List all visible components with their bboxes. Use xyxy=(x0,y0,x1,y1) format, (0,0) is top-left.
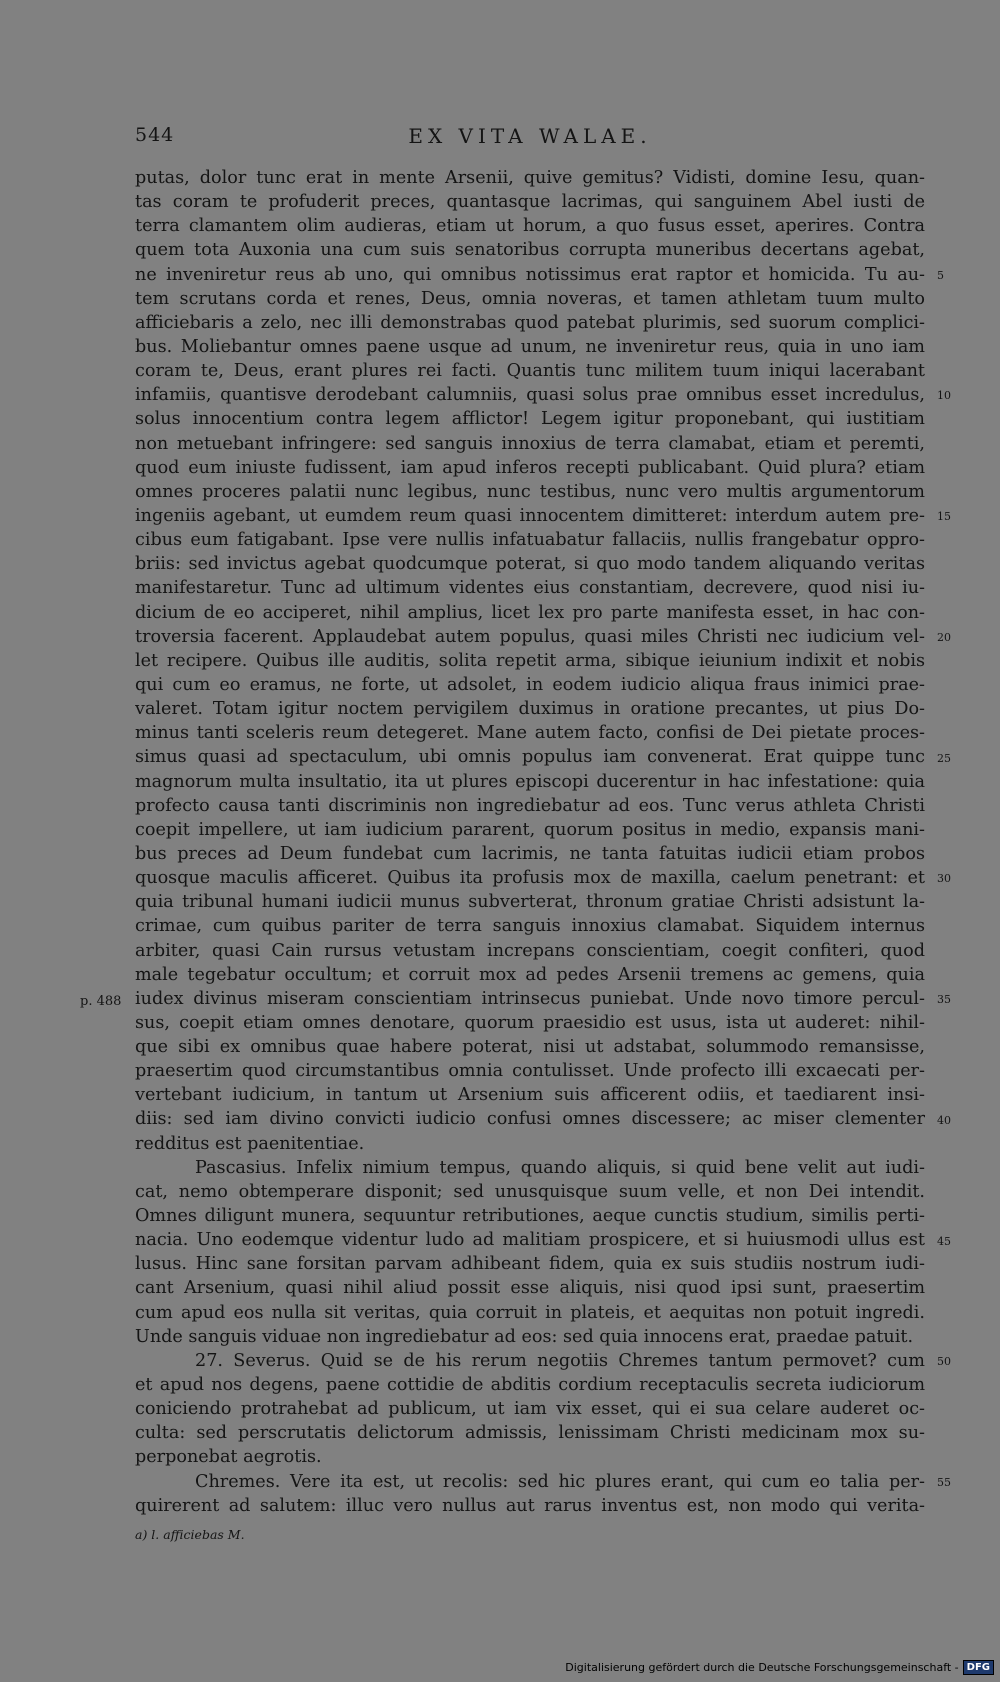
text-line: nacia. Uno eodemque videntur ludo ad malitiam prospicere, et si huiusmodi ullus est xyxy=(135,1230,925,1251)
line-number: 5 xyxy=(937,268,944,282)
line-number: 55 xyxy=(937,1476,951,1490)
text-line: ingeniis agebant, ut eumdem reum quasi innocentem dimitteret: interdum autem pre- xyxy=(135,505,925,526)
text-line: quia tribunal humani iudicii munus subverterat, thronum gratiae Christi adsistunt la- xyxy=(135,892,925,913)
text-line: non metuebant infringere: sed sanguis innoxius de terra clamabat, etiam et peremti, xyxy=(135,433,925,454)
text-line: male tegebatur occultum; et corruit mox ad pedes Arsenii tremens ac gemens, quia xyxy=(135,964,925,985)
text-line: dicium de eo acciperet, nihil amplius, licet lex pro parte manifesta esset, in hac con- xyxy=(135,602,925,623)
text-line: infamiis, quantisve derodebant calumniis, quasi solus prae omnibus esset incredulus, xyxy=(135,385,925,406)
dfg-logo: DFG xyxy=(963,1660,994,1675)
text-line: praesertim quod circumstantibus omnia contulisset. Unde profecto illi excaecati per- xyxy=(135,1061,925,1082)
text-line: putas, dolor tunc erat in mente Arsenii, quive gemitus? Vidisti, domine Iesu, quan- xyxy=(135,168,925,188)
line-number: 20 xyxy=(937,630,951,644)
text-line: Pascasius. Infelix nimium tempus, quando aliquis, si quid bene velit aut iudi- xyxy=(195,1157,925,1178)
text-line: bus. Moliebantur omnes paene usque ad unum, ne inveniretur reus, quia in uno iam xyxy=(135,336,925,357)
text-line: omnes proceres palatii nunc legibus, nunc testibus, nunc vero multis argumentorum xyxy=(135,481,925,502)
text-line: let recipere. Quibus ille auditis, solita repetit arma, sibique ieiunium indixit et nobis xyxy=(135,650,925,671)
text-line: Omnes diligunt munera, sequuntur retributiones, aeque cunctis studium, similis perti- xyxy=(135,1206,925,1227)
main-text xyxy=(135,166,925,1518)
line-number: 35 xyxy=(937,993,951,1007)
text-line: briis: sed invictus agebat quodcumque poterat, si quo modo tandem aliquando veritas xyxy=(135,554,925,575)
text-line: 27. Severus. Quid se de his rerum negotiis Chremes tantum permovet? cum xyxy=(195,1350,925,1371)
text-line: lusus. Hinc sane forsitan parvam adhibeant fidem, quia ex suis studiis nostrum iudi- xyxy=(135,1254,925,1275)
text-line: et apud nos degens, paene cottidie de abditis cordium receptaculis secreta iudiciorum xyxy=(135,1375,925,1396)
text-line: perponebat aegrotis. xyxy=(135,1447,322,1468)
text-line: magnorum multa insultatio, ita ut plures episcopi ducerentur in hac infestatione: quia xyxy=(135,771,925,792)
text-line: culta: sed perscrutatis delictorum admissis, lenissimam Christi medicinam mox su- xyxy=(135,1423,925,1444)
text-line: quod eum iniuste fudissent, iam apud inferos recepti publicabant. Quid plura? etiam xyxy=(135,457,925,478)
text-line: valeret. Totam igitur noctem pervigilem duximus in oratione precantes, ut pius Do- xyxy=(135,699,925,720)
text-line: bus preces ad Deum fundebat cum lacrimis, ne tanta fatuitas iudicii etiam probos xyxy=(135,843,925,864)
line-number: 50 xyxy=(937,1355,951,1369)
text-line: afficiebaris a zelo, nec illi demonstrabas quod patebat plurimis, sed suorum complici- xyxy=(135,312,925,333)
text-line: coepit impellere, ut iam iudicium pararent, quorum positus in medio, expansis mani- xyxy=(135,819,925,840)
text-line: terra clamantem olim audieras, etiam ut horum, a quo fusus esset, aperires. Contra xyxy=(135,216,925,237)
page-header xyxy=(135,124,925,152)
line-number: 45 xyxy=(937,1234,951,1248)
text-line: qui cum eo eramus, ne forte, ut adsolet, in eodem iudicio aliqua fraus inimici prae- xyxy=(135,674,925,695)
line-number: 15 xyxy=(937,510,951,524)
line-number: 30 xyxy=(937,872,951,886)
digitization-footer xyxy=(565,1658,994,1676)
margin-page-reference: p. 488 xyxy=(80,994,122,1009)
text-line: solus innocentium contra legem afflictor! Legem igitur proponebant, qui iustitiam xyxy=(135,409,925,430)
text-line: Unde sanguis viduae non ingrediebatur ad eos: sed quia innocens erat, praedae patuit. xyxy=(135,1326,914,1347)
text-line: quirerent ad salutem: illuc vero nullus aut rarus inventus est, non modo qui verita- xyxy=(135,1495,925,1516)
text-line: quem tota Auxonia una cum suis senatoribus corrupta muneribus decertans agebat, xyxy=(135,240,925,261)
text-line: simus quasi ad spectaculum, ubi omnis populus iam convenerat. Erat quippe tunc xyxy=(135,747,925,768)
text-line: manifestaretur. Tunc ad ultimum videntes eius constantiam, decrevere, quod nisi iu- xyxy=(135,578,925,599)
line-number: 10 xyxy=(937,389,951,403)
text-line: crimae, cum quibus pariter de terra sanguis innoxius clamabat. Siquidem internus xyxy=(135,916,925,937)
text-line: que sibi ex omnibus quae habere poterat, nisi ut adstabat, solummodo remansisse, xyxy=(135,1037,925,1058)
text-line: profecto causa tanti discriminis non ingrediebatur ad eos. Tunc verus athleta Christi xyxy=(135,795,925,816)
text-line: cat, nemo obtemperare disponit; sed unusquisque suum velle, et non Dei intendit. xyxy=(135,1181,925,1202)
page-number: 544 xyxy=(135,124,175,146)
text-line: tem scrutans corda et renes, Deus, omnia noveras, et tamen athletam tuum multo xyxy=(135,288,925,309)
text-line: coram te, Deus, erant plures rei facti. Quantis tunc militem tuum iniqui lacerabant xyxy=(135,361,925,382)
text-line: cant Arsenium, quasi nihil aliud possit esse aliquis, nisi quod ipsi sunt, praesertim xyxy=(135,1278,925,1299)
text-line: vertebant iudicium, in tantum ut Arsenium suis afficerent odiis, et taediarent insi- xyxy=(135,1085,925,1106)
text-line: quosque maculis afficeret. Quibus ita profusis mox de maxilla, caelum penetrant: et xyxy=(135,868,925,889)
text-line: sus, coepit etiam omnes denotare, quorum praesidio est usus, ista ut auderet: nihil- xyxy=(135,1012,925,1033)
footer-text: Digitalisierung gefördert durch die Deutsche Forschungsgemeinschaft - xyxy=(565,1660,959,1674)
line-number: 25 xyxy=(937,751,951,765)
line-number: 40 xyxy=(937,1113,951,1127)
text-line: tas coram te profuderit preces, quantasque lacrimas, qui sanguinem Abel iusti de xyxy=(135,192,925,213)
text-line: Chremes. Vere ita est, ut recolis: sed hic plures erant, qui cum eo talia per- xyxy=(195,1471,925,1492)
text-line: iudex divinus miseram conscientiam intrinsecus puniebat. Unde novo timore percul- xyxy=(135,988,925,1009)
text-line: cibus eum fatigabant. Ipse vere nullis infatuabatur fallaciis, nullis frangebatur oppro- xyxy=(135,530,925,551)
footnote: a) l. afficiebas M. xyxy=(135,1527,245,1542)
text-line: arbiter, quasi Cain rursus vetustam increpans conscientiam, coegit confiteri, quod xyxy=(135,940,925,961)
text-line: troversia facerent. Applaudebat autem populus, quasi miles Christi nec iudicium vel- xyxy=(135,626,925,647)
text-line: minus tanti sceleris reum detegeret. Mane autem facto, confisi de Dei pietate proces- xyxy=(135,723,925,744)
text-line: redditus est paenitentiae. xyxy=(135,1133,365,1154)
running-head: EX VITA WALAE. xyxy=(408,124,652,148)
text-line: coniciendo protrahebat ad publicum, ut iam vix esset, qui ei sua celare auderet oc- xyxy=(135,1399,925,1420)
text-line: cum apud eos nulla sit veritas, quia corruit in plateis, et aequitas non potuit ingredi. xyxy=(135,1302,925,1323)
text-line: diis: sed iam divino convicti iudicio confusi omnes discessere; ac miser clementer xyxy=(135,1109,925,1130)
text-line: ne inveniretur reus ab uno, qui omnibus notissimus erat raptor et homicida. Tu au- xyxy=(135,264,925,285)
